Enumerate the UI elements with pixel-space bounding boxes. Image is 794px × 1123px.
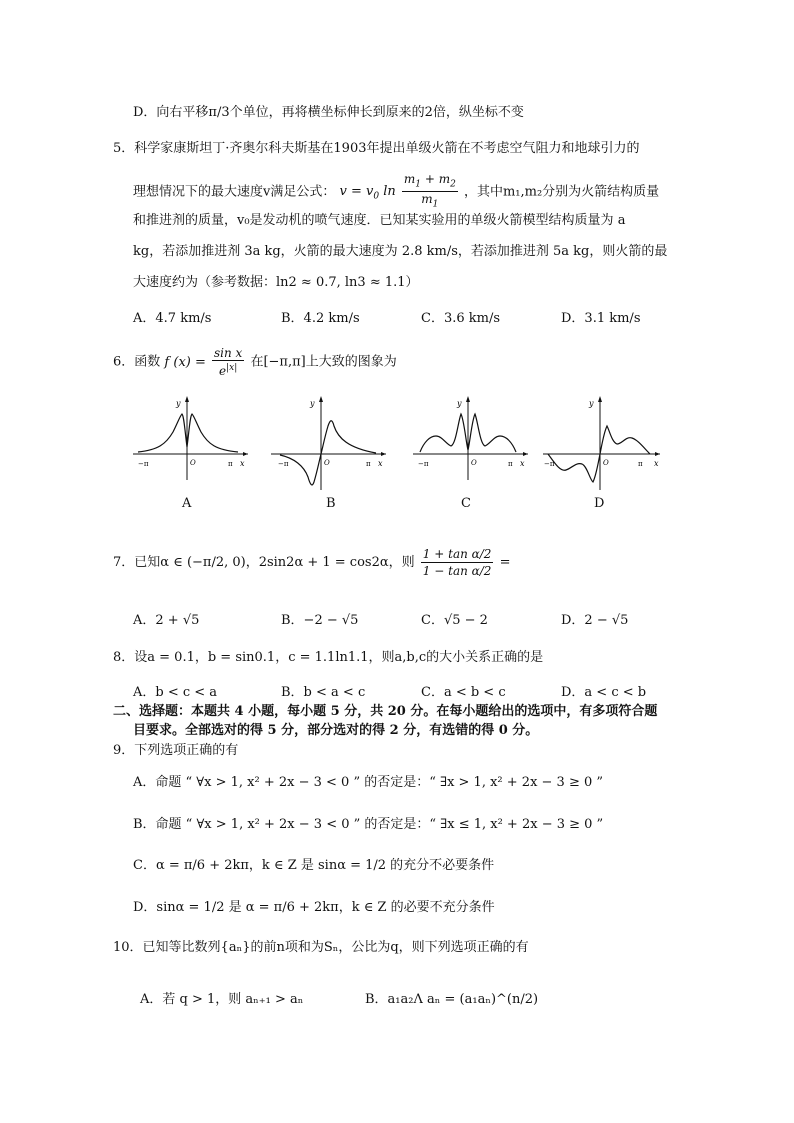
section-2-line-1: 二、选择题：本题共 4 小题，每小题 5 分，共 20 分。在每小题给出的选项中，有多项符合题: [113, 704, 658, 719]
svg-text:x: x: [240, 459, 245, 468]
q6-graph-a: [128, 392, 253, 482]
q5-line-2: [133, 172, 659, 212]
svg-text:−π: −π: [544, 460, 555, 468]
q7-option-a: A．2 + √5: [133, 613, 200, 628]
svg-text:y: y: [176, 399, 181, 408]
svg-text:O: O: [471, 459, 477, 467]
q9-option-b: B．命题 “ ∀x > 1, x² + 2x − 3 < 0 ” 的否定是：“ ∃x ≤ 1, x² + 2x − 3 ≥ 0 ”: [133, 817, 604, 832]
svg-text:−π: −π: [278, 460, 289, 468]
q5-line-1: 5．科学家康斯坦丁·齐奥尔科夫斯基在1903年提出单级火箭在不考虑空气阻力和地球引力的: [113, 141, 640, 156]
q5-option-d: D．3.1 km/s: [561, 311, 641, 326]
q10-option-b: B．a₁a₂Λ aₙ = (a₁aₙ)^(n/2): [365, 992, 539, 1007]
q7-line-1: [113, 546, 510, 579]
q5-line-3: 和推进剂的质量，v₀是发动机的喷气速度．已知某实验用的单级火箭模型结构质量为 a: [133, 213, 626, 228]
svg-text:x: x: [520, 459, 525, 468]
q5-option-b: B．4.2 km/s: [281, 311, 360, 326]
q9-option-a: A．命题 “ ∀x > 1, x² + 2x − 3 < 0 ” 的否定是：“ ∃x > 1, x² + 2x − 3 ≥ 0 ”: [133, 775, 604, 790]
svg-text:x: x: [654, 459, 659, 468]
q4-option-d: D．向右平移π/3个单位，再将横坐标伸长到原来的2倍，纵坐标不变: [133, 105, 524, 120]
svg-text:y: y: [589, 399, 594, 408]
q8-option-b: B．b < a < c: [281, 685, 366, 700]
q8-line-1: 8．设a = 0.1，b = sin0.1，c = 1.1ln1.1，则a,b,c的大小关系正确的是: [113, 650, 544, 665]
svg-text:x: x: [378, 459, 383, 468]
q6-caption-b: B: [326, 496, 336, 511]
q6-graph-b: [266, 392, 391, 492]
q7-equals: =: [499, 555, 511, 570]
svg-text:π: π: [228, 460, 233, 468]
svg-text:O: O: [603, 459, 609, 467]
q5-line-2b: ，其中m₁,m₂分别为火箭结构质量: [463, 184, 660, 200]
svg-text:O: O: [324, 459, 330, 467]
q6-caption-a: A: [182, 496, 192, 511]
q6-line-1: [113, 346, 397, 378]
q5-formula: $v = v_0$ ln $\frac{m_1 + m_2}{m_1}$: [339, 172, 456, 210]
svg-text:π: π: [366, 460, 371, 468]
q6-function: f (x) = $\frac{\text{sin x}}{e^{|x|}}$: [164, 346, 243, 378]
q6-caption-d: D: [594, 496, 605, 511]
q6-line-1b: 在[−π,π]上大致的图象为: [250, 354, 397, 370]
q7-option-b: B．−2 − √5: [281, 613, 359, 628]
q10-line-1: 10．已知等比数列{aₙ}的前n项和为Sₙ，公比为q，则下列选项正确的有: [113, 940, 529, 955]
section-2-line-2: 目要求。全部选对的得 5 分，部分选对的得 2 分，有选错的得 0 分。: [133, 723, 539, 738]
q6-caption-c: C: [461, 496, 471, 511]
q9-option-d: D．sinα = 1/2 是 α = π/6 + 2kπ，k ∈ Z 的必要不充分条件: [133, 900, 495, 915]
q5-option-a: A．4.7 km/s: [133, 311, 212, 326]
q6-line-1a: 6．函数: [113, 354, 161, 370]
svg-text:π: π: [508, 460, 513, 468]
q10-option-a: A．若 q > 1，则 aₙ₊₁ > aₙ: [140, 992, 304, 1007]
q8-option-c: C．a < b < c: [421, 685, 506, 700]
svg-text:y: y: [457, 399, 462, 408]
svg-text:O: O: [190, 459, 196, 467]
q6-graph-d: [540, 392, 665, 492]
q7-fraction: $\frac{\text{1 + tan α/2}}{\text{1 − tan α/2}}$: [422, 547, 492, 578]
svg-text:π: π: [638, 460, 643, 468]
q7-option-c: C．√5 − 2: [421, 613, 488, 628]
q5-option-c: C．3.6 km/s: [421, 311, 501, 326]
q7-line-1a: 7．已知α ∈ (−π/2, 0)，2sin2α + 1 = cos2α，则: [113, 555, 415, 570]
q5-line-4: kg，若添加推进剂 3a kg，火箭的最大速度为 2.8 km/s，若添加推进剂 5a kg，则火箭的最: [133, 244, 668, 259]
q5-line-5: 大速度约为（参考数据：ln2 ≈ 0.7, ln3 ≈ 1.1）: [133, 275, 419, 290]
q9-line-1: 9．下列选项正确的有: [113, 743, 239, 758]
q5-line-2a: 理想情况下的最大速度v满足公式：: [133, 184, 336, 200]
svg-text:−π: −π: [418, 460, 429, 468]
q6-graph-c: [408, 392, 533, 482]
svg-text:y: y: [310, 399, 315, 408]
q9-option-c: C．α = π/6 + 2kπ，k ∈ Z 是 sinα = 1/2 的充分不必要条件: [133, 858, 495, 873]
q7-option-d: D．2 − √5: [561, 613, 629, 628]
svg-text:−π: −π: [138, 460, 149, 468]
q8-option-d: D．a < c < b: [561, 685, 647, 700]
q8-option-a: A．b < c < a: [133, 685, 218, 700]
